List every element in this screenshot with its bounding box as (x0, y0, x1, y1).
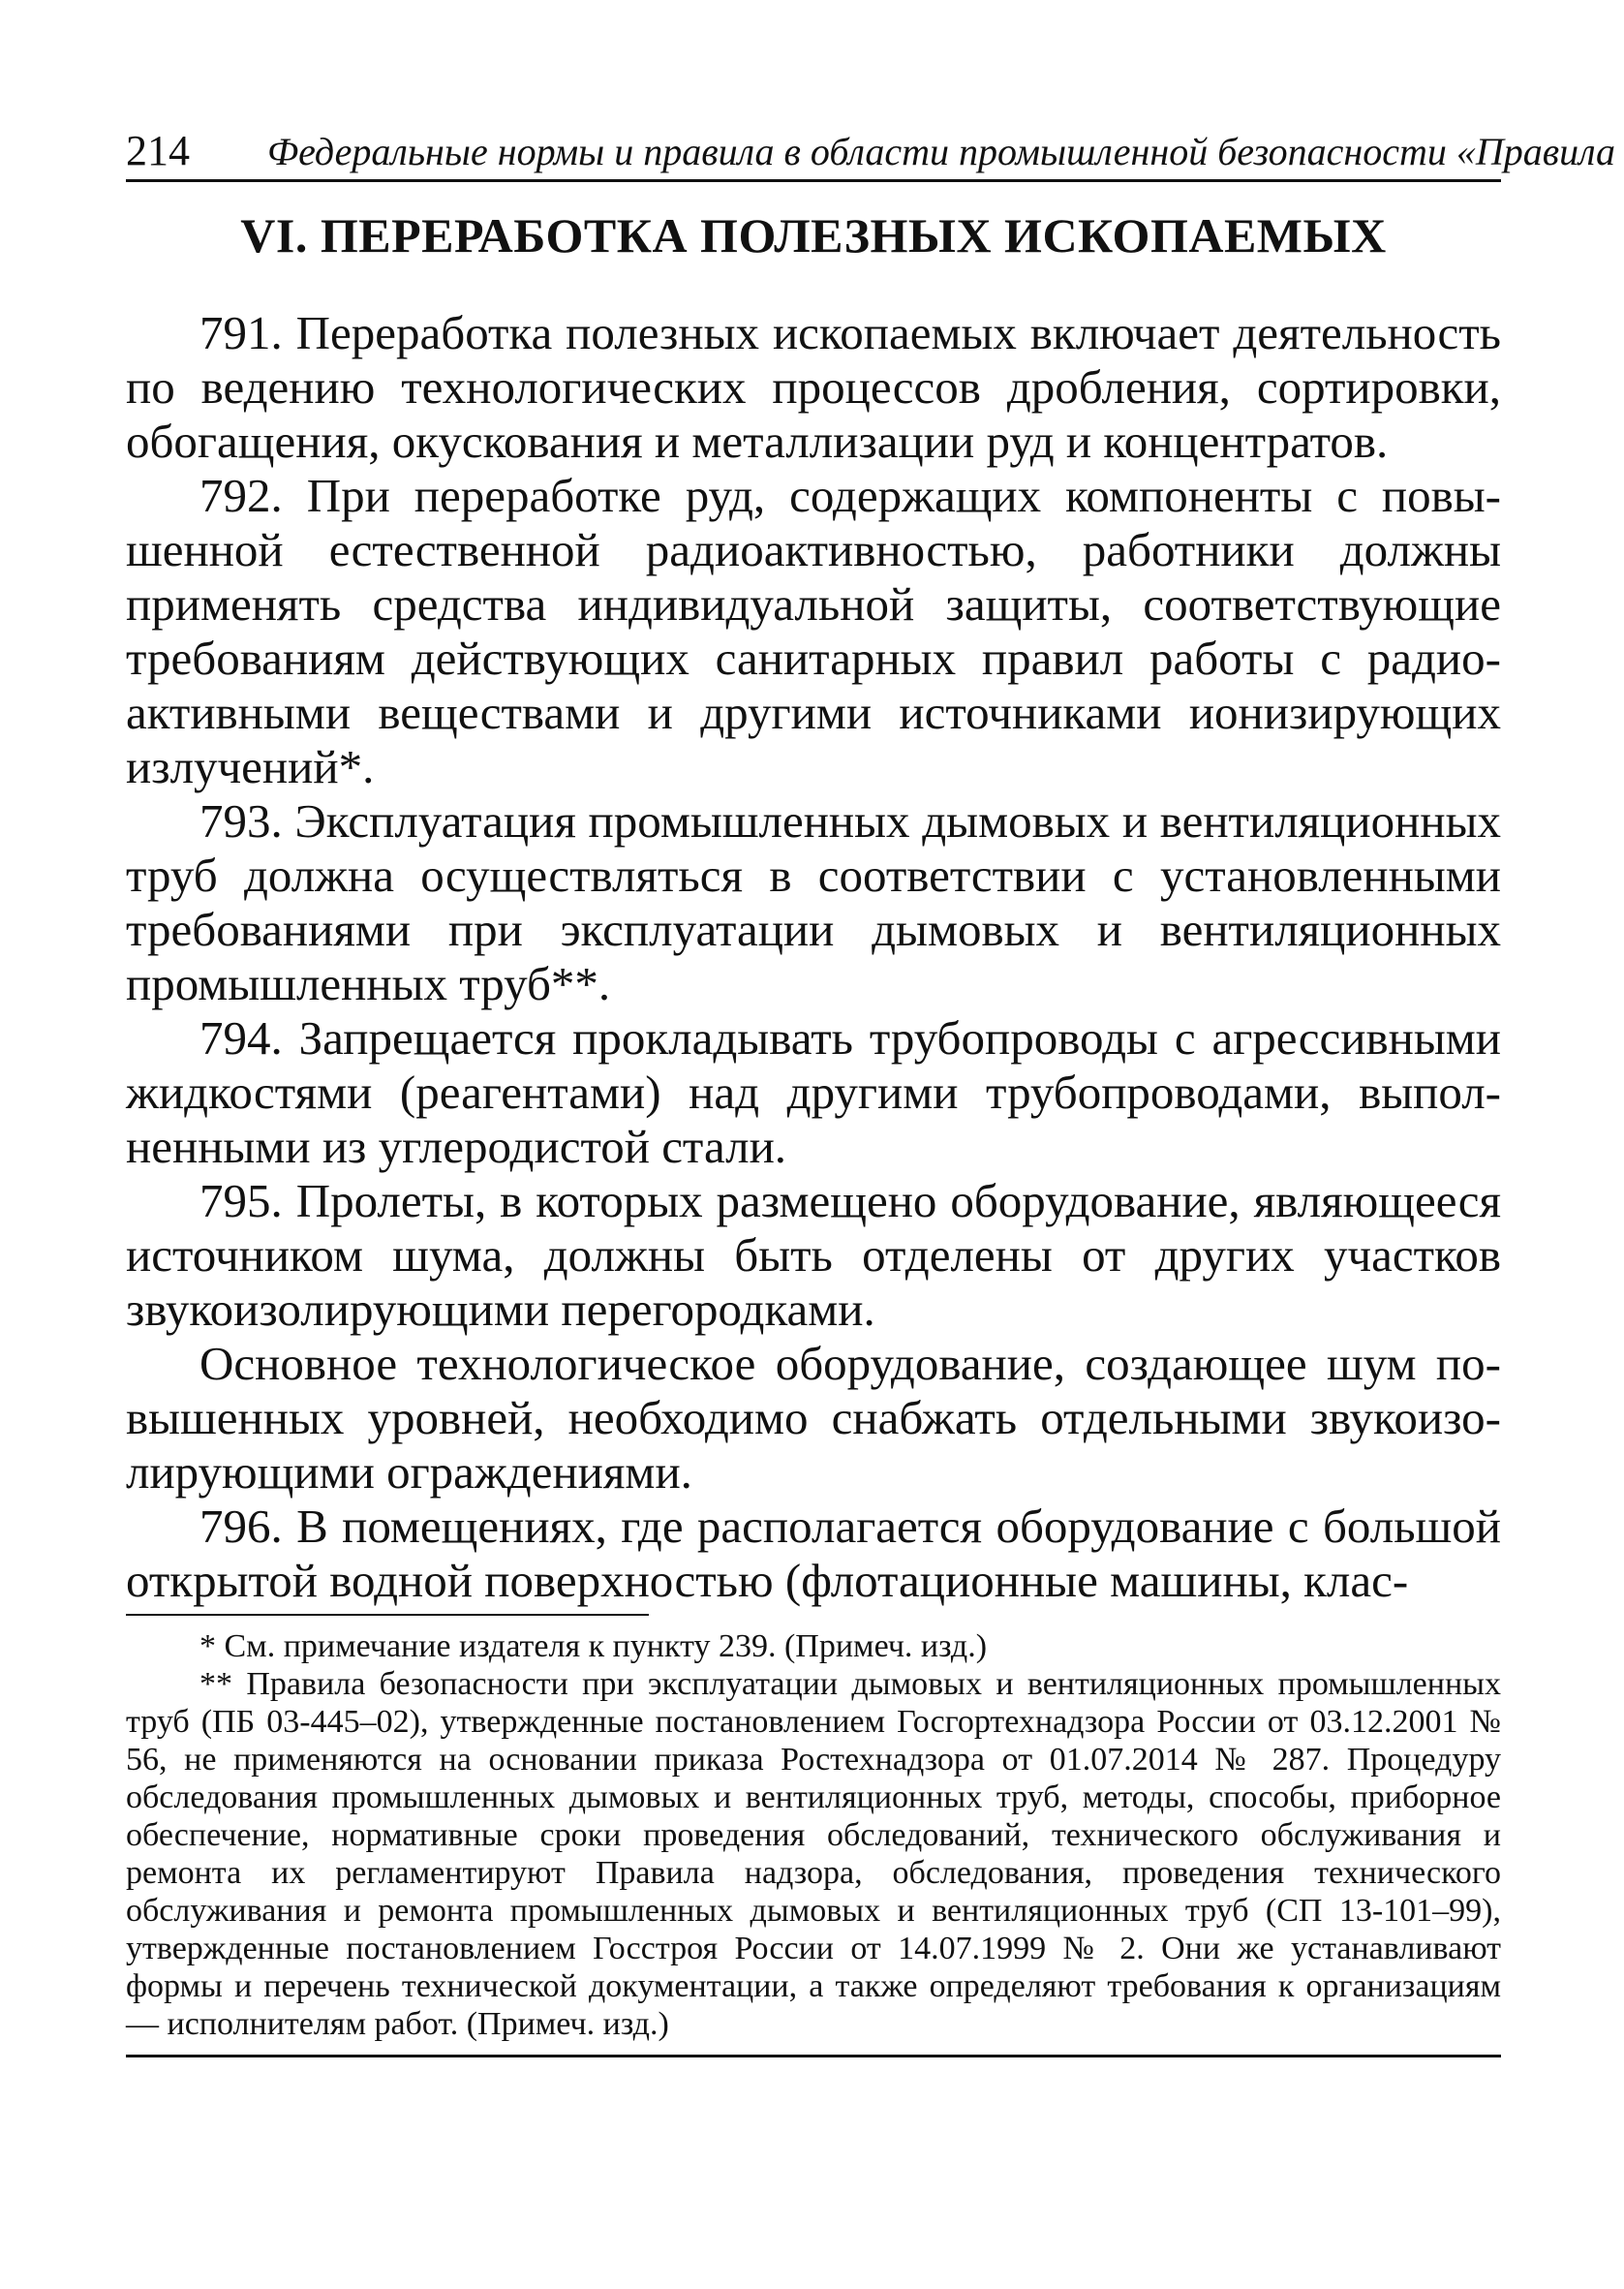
footnote-1: * См. примечание издателя к пункту 239. (Примеч. изд.) (199, 1628, 988, 1664)
paragraph-794: 794. Запрещается прокладывать трубопроводы с агрессивными жидкостями (реагентами) над другими трубопроводами, выполненными из углеродистой стали. (126, 1011, 1501, 1173)
running-header (126, 126, 1616, 182)
paragraph-796: 796. В помещениях, где располагается оборудование с большой открытой водной поверхностью (флотационные машины, клас- (126, 1500, 1501, 1607)
page-end-rule (126, 2055, 1501, 2057)
page-number: 214 (126, 127, 190, 174)
footnotes (126, 1627, 1501, 2043)
body-text (126, 306, 1501, 1608)
footnote-2: ** Правила безопасности при эксплуатации дымовых и вентиляционных промышленных труб (ПБ 03-445–02), утвержденные постановлением Госгортехнадзора России от 03.12.2001 № 56, не применяются на основании приказа Ростехнадзора от 01.07.2014 № 287. Процедуру обследования промышленных дымовых и вентиляционных труб, методы, способы, приборное обеспечение, нормативные сроки проведения обследований, технического обслуживания и ремонта их регламентируют Правила надзора, обследования, проведения технического обслуживания и ремонта промышленных дымовых и вентиляционных труб (СП 13-101–99), утвержденные постановлением Госстроя России от 14.07.1999 № 2. Они же устанавливают формы и перечень технической документации, а также определяют требования к организациям — исполнителям работ. (Примеч. изд.) (126, 1666, 1501, 2042)
paragraph-793: 793. Эксплуатация промышленных дымовых и вентиляционных труб должна осуществляться в соответствии с установленными требованиями при эксплуатации дымовых и вентиляционных промышленных труб**. (126, 794, 1501, 1010)
paragraph-795: 795. Пролеты, в которых размещено оборудование, являющееся источником шума, должны быть отделены от других участков звукоизолирующими перегородками. (126, 1174, 1501, 1336)
paragraph-791: 791. Переработка полезных ископаемых включает деятельность по ведению технологических процессов дробления, сортировки, обогащения, окускования и металлизации руд и концентратов. (126, 306, 1501, 468)
running-title: Федеральные нормы и правила в области промышленной безопасности «Правила (267, 130, 1616, 173)
paragraph-792: 792. При переработке руд, содержащих компоненты с повышенной естественной радиоактивностью, работники должны применять средства индивидуальной защиты, соответствующие требованиям действующих санитарных правил работы с радиоактивными веществами и другими источниками ионизирующих излучений*. (126, 469, 1501, 793)
footnote-separator (126, 1614, 649, 1616)
section-title: VI. ПЕРЕРАБОТКА ПОЛЕЗНЫХ ИСКОПАЕМЫХ (240, 208, 1387, 263)
paragraph-795-continued: Основное технологическое оборудование, создающее шум повышенных уровней, необходимо снабжать отдельными звукоизолирующими ограждениями. (126, 1337, 1501, 1499)
document-page (126, 126, 1616, 2057)
